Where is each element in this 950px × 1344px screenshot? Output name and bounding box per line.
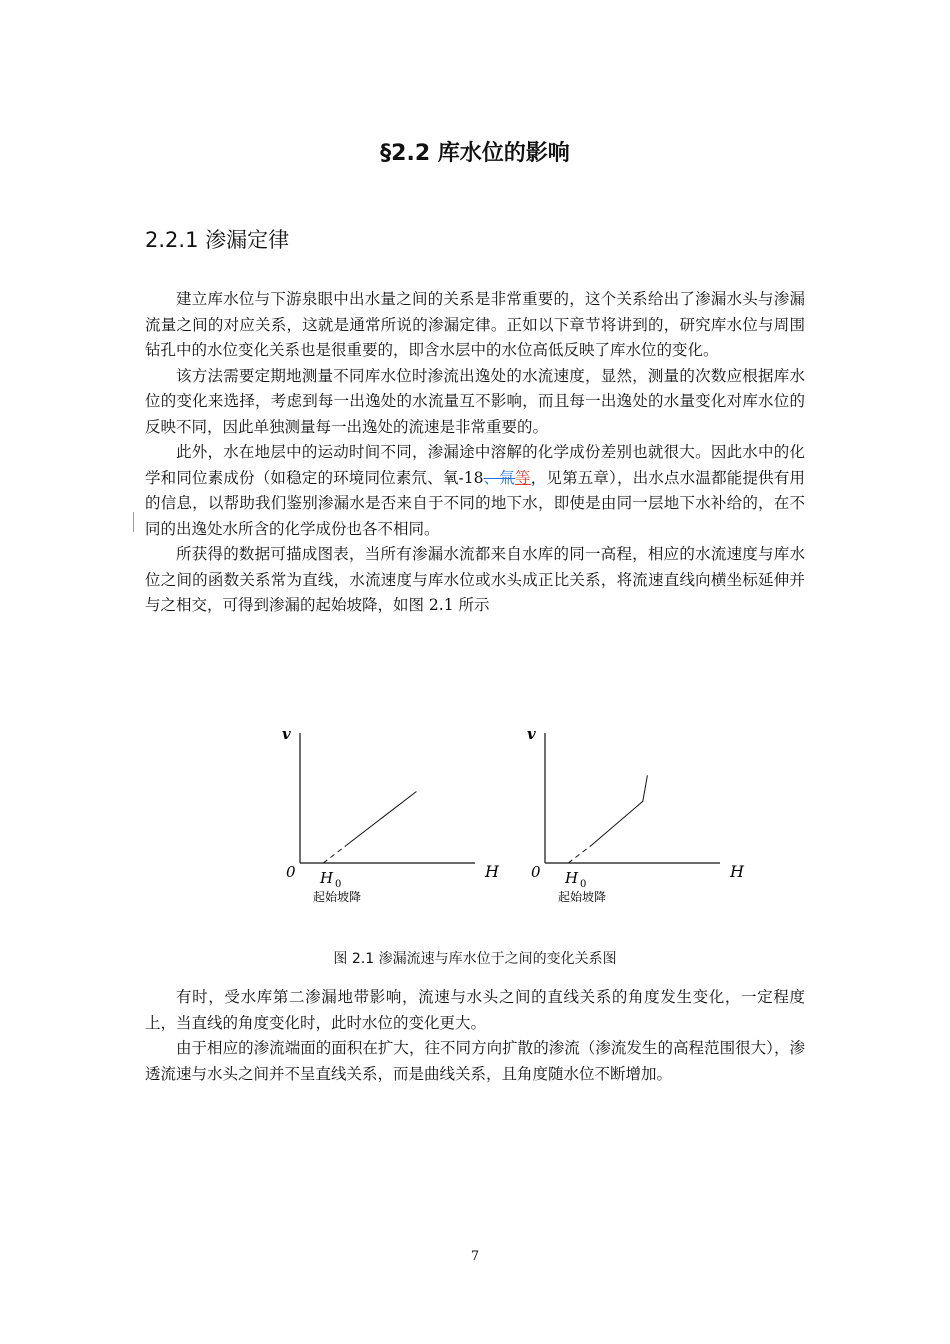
paragraph: 该方法需要定期地测量不同库水位时渗流出逸处的水流速度，显然，测量的次数应根据库水位的变化来选择，考虑到每一出逸处的水流量互不影响，而且每一出逸处的水量变化对库水位的反映不同，因此单独测量每一出逸处的流速是非常重要的。 [145, 366, 805, 436]
paragraph: 所获得的数据可描成图表，当所有渗漏水流都来自水库的同一高程，相应的水流速度与库水位之间的函数关系常为直线，水流速度与库水位或水头成正比关系，将流速直线向横坐标延伸并与之相交，可得到渗漏的起始坡降，如图 2.1 所示 [145, 545, 805, 614]
paragraph: 由于相应的渗流端面的面积在扩大，往不同方向扩散的渗流（渗流发生的高程范围很大），渗透流速与水头之间并不呈直线关系，而是曲线关系，且角度随水位不断增加。 [145, 1039, 805, 1083]
origin-label: 0 [531, 863, 541, 881]
h0-subscript: 0 [335, 879, 342, 890]
paragraph-tracked-changes [145, 440, 805, 542]
series-line-measured [592, 775, 648, 845]
figure-caption: 图 2.1 渗漏流速与库水位于之间的变化关系图 [333, 951, 617, 967]
x-axis-label: H [485, 862, 499, 881]
page-number: 7 [470, 1249, 480, 1264]
series-line-measured [347, 792, 417, 846]
y-axis-label: v [282, 725, 291, 743]
h0-label: H [565, 869, 579, 887]
h0-label: H [320, 869, 334, 887]
paragraph: 有时，受水库第二渗漏地带影响，流速与水头之间的直线关系的角度发生变化，一定程度上，当直线的角度变化时，此时水位的变化更大。 [145, 988, 805, 1032]
change-bar [133, 512, 134, 532]
plot-right [527, 725, 745, 904]
subsection-title: 2.2.1 渗漏定律 [145, 228, 290, 252]
body-text-upper [145, 287, 805, 619]
y-axis-label: v [527, 725, 536, 743]
series-line-extrapolated [568, 845, 591, 863]
plot-left [282, 725, 500, 904]
series-line-extrapolated [323, 845, 346, 863]
body-text-lower [145, 985, 805, 1087]
x-axis-label: H [730, 862, 744, 881]
tracked-insertion: 等 [515, 468, 531, 487]
h0-annotation: 起始坡降 [558, 890, 607, 904]
h0-subscript: 0 [580, 879, 587, 890]
figure-plots [270, 715, 744, 915]
text-run: ，见第五章），出水点水温都能提供有用的信息，以帮助我们鉴别渗漏水是否来自于不同的地下水，即使是由同一层地下水补给的，在不同的出逸处水所含的化学成份也各不相同。 [145, 468, 805, 538]
origin-label: 0 [286, 863, 296, 881]
h0-annotation: 起始坡降 [313, 890, 362, 904]
section-title: §2.2 库水位的影响 [380, 141, 570, 166]
paragraph: 建立库水位与下游泉眼中出水量之间的关系是非常重要的，这个关系给出了渗漏水头与渗漏流量之间的对应关系，这就是通常所说的渗漏定律。正如以下章节将讲到的，研究库水位与周围钻孔中的水位变化关系也是很重要的，即含水层中的水位高低反映了库水位的变化。 [145, 290, 805, 359]
tracked-deletion: 、氚 [483, 468, 516, 487]
text-run: 此外，水在地层中的运动时间不同，渗漏途中溶解的化学成份差别也就很大。因此水中的化学和同位素成份（如稳定的环境同位素氘、氧-18 [145, 443, 805, 487]
